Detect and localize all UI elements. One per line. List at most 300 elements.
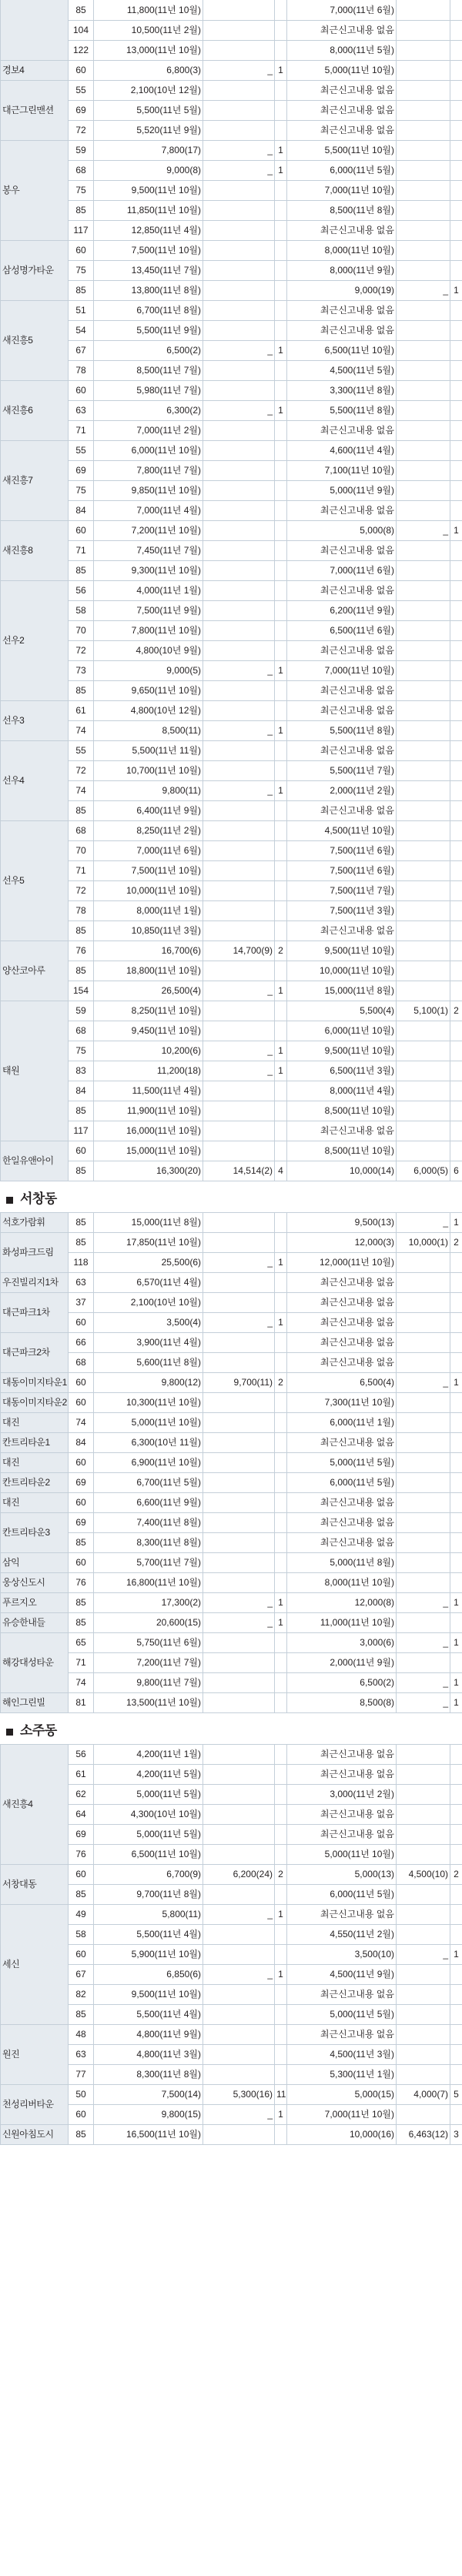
trade-count bbox=[275, 1984, 287, 2004]
trade-price: 10,300(11년 10월) bbox=[94, 1392, 203, 1412]
trade-price-2: _ bbox=[203, 1904, 275, 1924]
area-cell: 56 bbox=[69, 580, 94, 600]
trade-price-2 bbox=[203, 2044, 275, 2064]
trade-price-2 bbox=[203, 900, 275, 920]
trade-count bbox=[275, 180, 287, 200]
trade-price-2 bbox=[203, 1572, 275, 1592]
area-cell: 84 bbox=[69, 1081, 94, 1101]
rent-count bbox=[450, 1924, 462, 1944]
trade-price: 5,520(11년 9월) bbox=[94, 120, 203, 140]
rent-price: 최근신고내용 없음 bbox=[287, 1512, 397, 1532]
rent-price-2 bbox=[397, 560, 450, 580]
section-heading bbox=[0, 1713, 462, 1744]
rent-count: 1 bbox=[450, 1944, 462, 1964]
complex-name: 대근파크1차 bbox=[1, 1292, 69, 1332]
rent-count: 1 bbox=[450, 1692, 462, 1712]
rent-count bbox=[450, 1252, 462, 1272]
complex-name: 태원 bbox=[1, 1001, 69, 1141]
area-cell: 72 bbox=[69, 120, 94, 140]
trade-price-2 bbox=[203, 120, 275, 140]
rent-count: 2 bbox=[450, 1001, 462, 1021]
rent-price-2 bbox=[397, 1904, 450, 1924]
rent-price-2 bbox=[397, 1332, 450, 1352]
table-row bbox=[1, 1844, 462, 1864]
rent-count bbox=[450, 961, 462, 981]
rent-price: 5,000(15) bbox=[287, 2084, 397, 2104]
trade-price: 8,250(11년 10월) bbox=[94, 1001, 203, 1021]
trade-price-2: _ bbox=[203, 340, 275, 360]
rent-price-2 bbox=[397, 1121, 450, 1141]
area-cell: 72 bbox=[69, 640, 94, 660]
area-cell: 60 bbox=[69, 1372, 94, 1392]
trade-price: 9,650(11년 10월) bbox=[94, 680, 203, 700]
area-cell: 71 bbox=[69, 540, 94, 560]
complex-name: 석호가람휘 bbox=[1, 1212, 69, 1232]
area-cell: 75 bbox=[69, 480, 94, 500]
complex-name: 한일유앤아이 bbox=[1, 1141, 69, 1181]
rent-count: 2 bbox=[450, 1864, 462, 1884]
trade-count bbox=[275, 900, 287, 920]
rent-price-2: _ bbox=[397, 1944, 450, 1964]
trade-count bbox=[275, 760, 287, 780]
rent-count: 3 bbox=[450, 2124, 462, 2144]
rent-price-2: 4,500(10) bbox=[397, 1864, 450, 1884]
trade-price: 7,500(11년 9월) bbox=[94, 600, 203, 620]
trade-price-2: 6,200(24) bbox=[203, 1864, 275, 1884]
rent-price-2 bbox=[397, 1312, 450, 1332]
area-cell: 85 bbox=[69, 0, 94, 20]
rent-count bbox=[450, 2004, 462, 2024]
trade-count bbox=[275, 440, 287, 460]
rent-price-2 bbox=[397, 180, 450, 200]
table-row bbox=[1, 1121, 462, 1141]
area-cell: 71 bbox=[69, 420, 94, 440]
table-row bbox=[1, 300, 462, 320]
rent-price-2 bbox=[397, 340, 450, 360]
table-row bbox=[1, 1252, 462, 1272]
trade-price: 12,850(11년 4월) bbox=[94, 220, 203, 240]
trade-price: 9,800(15) bbox=[94, 2104, 203, 2124]
area-cell: 75 bbox=[69, 260, 94, 280]
rent-price: 최근신고내용 없음 bbox=[287, 500, 397, 520]
rent-price: 6,000(11년 5월) bbox=[287, 1884, 397, 1904]
trade-price: 2,100(10년 10월) bbox=[94, 1292, 203, 1312]
trade-price: 5,000(11년 5월) bbox=[94, 1824, 203, 1844]
rent-price: 최근신고내용 없음 bbox=[287, 1984, 397, 2004]
area-cell: 59 bbox=[69, 1001, 94, 1021]
rent-count bbox=[450, 1904, 462, 1924]
complex-name: 새진흥8 bbox=[1, 520, 69, 580]
trade-price: 10,200(6) bbox=[94, 1041, 203, 1061]
rent-count bbox=[450, 240, 462, 260]
rent-price-2 bbox=[397, 40, 450, 60]
rent-price-2 bbox=[397, 860, 450, 880]
area-cell: 69 bbox=[69, 460, 94, 480]
rent-count bbox=[450, 1492, 462, 1512]
trade-price: 7,450(11년 7월) bbox=[94, 540, 203, 560]
rent-price: 최근신고내용 없음 bbox=[287, 1764, 397, 1784]
rent-price-2 bbox=[397, 220, 450, 240]
table-row bbox=[1, 360, 462, 380]
rent-price-2 bbox=[397, 120, 450, 140]
trade-count bbox=[275, 380, 287, 400]
table-row bbox=[1, 1272, 462, 1292]
trade-price-2 bbox=[203, 1101, 275, 1121]
table-row bbox=[1, 2044, 462, 2064]
rent-price: 5,500(4) bbox=[287, 1001, 397, 1021]
rent-count: 1 bbox=[450, 1632, 462, 1652]
trade-price-2 bbox=[203, 700, 275, 720]
rent-price-2 bbox=[397, 2104, 450, 2124]
rent-count bbox=[450, 1392, 462, 1412]
rent-count bbox=[450, 1512, 462, 1532]
table-row bbox=[1, 260, 462, 280]
area-cell: 63 bbox=[69, 1272, 94, 1292]
trade-count bbox=[275, 1804, 287, 1824]
trade-count bbox=[275, 20, 287, 40]
area-cell: 60 bbox=[69, 1552, 94, 1572]
trade-price: 9,300(11년 10월) bbox=[94, 560, 203, 580]
trade-price: 10,000(11년 10월) bbox=[94, 880, 203, 900]
trade-count bbox=[275, 1944, 287, 1964]
table-row bbox=[1, 700, 462, 720]
rent-price: 최근신고내용 없음 bbox=[287, 580, 397, 600]
rent-price: 5,000(11년 10월) bbox=[287, 1844, 397, 1864]
trade-price-2 bbox=[203, 2004, 275, 2024]
rent-count bbox=[450, 260, 462, 280]
table-row bbox=[1, 1944, 462, 1964]
trade-count bbox=[275, 740, 287, 760]
rent-price: 8,000(11년 5월) bbox=[287, 40, 397, 60]
rent-count bbox=[450, 1964, 462, 1984]
complex-name: 삼성명가타운 bbox=[1, 240, 69, 300]
rent-price-2: _ bbox=[397, 280, 450, 300]
area-cell: 58 bbox=[69, 600, 94, 620]
rent-price: 5,000(8) bbox=[287, 520, 397, 540]
trade-price-2 bbox=[203, 740, 275, 760]
rent-price: 2,000(11년 9월) bbox=[287, 1652, 397, 1672]
price-table bbox=[0, 0, 462, 1181]
rent-price-2 bbox=[397, 240, 450, 260]
rent-price-2 bbox=[397, 620, 450, 640]
rent-price: 최근신고내용 없음 bbox=[287, 420, 397, 440]
rent-price: 8,000(11년 9월) bbox=[287, 260, 397, 280]
rent-price: 7,500(11년 3월) bbox=[287, 900, 397, 920]
section-title: 서창동 bbox=[20, 1191, 57, 1206]
rent-price-2 bbox=[397, 920, 450, 941]
table-row bbox=[1, 1924, 462, 1944]
rent-count bbox=[450, 1061, 462, 1081]
area-cell: 71 bbox=[69, 860, 94, 880]
trade-price-2 bbox=[203, 1001, 275, 1021]
complex-name: 칸트리타운3 bbox=[1, 1512, 69, 1552]
trade-price-2 bbox=[203, 440, 275, 460]
trade-price-2 bbox=[203, 280, 275, 300]
rent-count bbox=[450, 400, 462, 420]
trade-price: 6,000(11년 10월) bbox=[94, 440, 203, 460]
table-row bbox=[1, 460, 462, 480]
rent-price-2 bbox=[397, 300, 450, 320]
trade-count bbox=[275, 120, 287, 140]
table-row bbox=[1, 1432, 462, 1452]
area-cell: 60 bbox=[69, 520, 94, 540]
rent-price: 7,100(11년 10월) bbox=[287, 460, 397, 480]
rent-count bbox=[450, 2024, 462, 2044]
trade-price-2 bbox=[203, 1824, 275, 1844]
price-table bbox=[0, 1744, 462, 2145]
trade-count bbox=[275, 320, 287, 340]
rent-count bbox=[450, 160, 462, 180]
rent-count: 1 bbox=[450, 1372, 462, 1392]
trade-count bbox=[275, 1572, 287, 1592]
rent-price-2 bbox=[397, 660, 450, 680]
trade-price-2 bbox=[203, 1552, 275, 1572]
table-row bbox=[1, 540, 462, 560]
rent-price-2 bbox=[397, 900, 450, 920]
trade-price: 9,700(11년 8월) bbox=[94, 1884, 203, 1904]
area-cell: 85 bbox=[69, 1161, 94, 1181]
trade-price-2 bbox=[203, 1332, 275, 1352]
rent-price-2 bbox=[397, 1572, 450, 1592]
complex-name: 대진 bbox=[1, 1412, 69, 1432]
table-row bbox=[1, 880, 462, 900]
trade-price-2 bbox=[203, 260, 275, 280]
trade-count bbox=[275, 1141, 287, 1161]
table-row bbox=[1, 900, 462, 920]
trade-count bbox=[275, 1692, 287, 1712]
trade-price-2 bbox=[203, 540, 275, 560]
table-row bbox=[1, 0, 462, 20]
area-cell: 55 bbox=[69, 740, 94, 760]
trade-count bbox=[275, 640, 287, 660]
area-cell: 154 bbox=[69, 981, 94, 1001]
table-row bbox=[1, 961, 462, 981]
area-cell: 68 bbox=[69, 160, 94, 180]
area-cell: 118 bbox=[69, 1252, 94, 1272]
trade-count bbox=[275, 1924, 287, 1944]
trade-count bbox=[275, 2024, 287, 2044]
rent-count bbox=[450, 1552, 462, 1572]
area-cell: 60 bbox=[69, 1312, 94, 1332]
trade-price-2 bbox=[203, 180, 275, 200]
trade-count bbox=[275, 580, 287, 600]
rent-price-2 bbox=[397, 1392, 450, 1412]
rent-count bbox=[450, 900, 462, 920]
rent-price: 7,000(11년 10월) bbox=[287, 2104, 397, 2124]
area-cell: 85 bbox=[69, 1532, 94, 1552]
rent-price: 4,550(11년 2월) bbox=[287, 1924, 397, 1944]
area-cell: 83 bbox=[69, 1061, 94, 1081]
rent-price: 최근신고내용 없음 bbox=[287, 2024, 397, 2044]
trade-price-2 bbox=[203, 620, 275, 640]
trade-price-2 bbox=[203, 100, 275, 120]
trade-price: 16,700(6) bbox=[94, 941, 203, 961]
table-row bbox=[1, 780, 462, 800]
rent-price: 최근신고내용 없음 bbox=[287, 1824, 397, 1844]
trade-count bbox=[275, 540, 287, 560]
trade-price-2 bbox=[203, 1924, 275, 1944]
rent-count bbox=[450, 1312, 462, 1332]
rent-count bbox=[450, 1472, 462, 1492]
table-row bbox=[1, 1552, 462, 1572]
rent-price: 6,500(11년 10월) bbox=[287, 340, 397, 360]
trade-count bbox=[275, 1292, 287, 1312]
trade-count bbox=[275, 880, 287, 900]
rent-count bbox=[450, 2044, 462, 2064]
trade-count bbox=[275, 1672, 287, 1692]
rent-price-2 bbox=[397, 160, 450, 180]
trade-price: 5,700(11년 7월) bbox=[94, 1552, 203, 1572]
trade-count: 2 bbox=[275, 1372, 287, 1392]
table-row bbox=[1, 1101, 462, 1121]
trade-price-2 bbox=[203, 1884, 275, 1904]
complex-name: 칸트리타운1 bbox=[1, 1432, 69, 1452]
table-row bbox=[1, 1392, 462, 1412]
rent-count bbox=[450, 1764, 462, 1784]
table-row bbox=[1, 1232, 462, 1252]
rent-price-2 bbox=[397, 2004, 450, 2024]
rent-count bbox=[450, 880, 462, 900]
area-cell: 85 bbox=[69, 560, 94, 580]
rent-price: 6,500(2) bbox=[287, 1672, 397, 1692]
trade-price-2: _ bbox=[203, 160, 275, 180]
rent-price: 6,500(11년 6월) bbox=[287, 620, 397, 640]
rent-price: 10,000(16) bbox=[287, 2124, 397, 2144]
trade-price-2 bbox=[203, 1432, 275, 1452]
area-cell: 37 bbox=[69, 1292, 94, 1312]
table-row bbox=[1, 40, 462, 60]
rent-count bbox=[450, 1844, 462, 1864]
table-row bbox=[1, 820, 462, 840]
area-cell: 49 bbox=[69, 1904, 94, 1924]
rent-price-2 bbox=[397, 400, 450, 420]
complex-name: 봉우 bbox=[1, 140, 69, 240]
rent-count: 1 bbox=[450, 1212, 462, 1232]
rent-price: 최근신고내용 없음 bbox=[287, 640, 397, 660]
trade-count: 1 bbox=[275, 1904, 287, 1924]
rent-price: 최근신고내용 없음 bbox=[287, 220, 397, 240]
trade-price-2 bbox=[203, 840, 275, 860]
rent-price-2 bbox=[397, 0, 450, 20]
trade-price-2 bbox=[203, 2024, 275, 2044]
trade-count bbox=[275, 1001, 287, 1021]
trade-price: 7,800(11년 7월) bbox=[94, 460, 203, 480]
area-cell: 78 bbox=[69, 900, 94, 920]
rent-price: 15,000(11년 8월) bbox=[287, 981, 397, 1001]
table-row bbox=[1, 2064, 462, 2084]
rent-count bbox=[450, 1532, 462, 1552]
rent-price: 5,500(11년 8월) bbox=[287, 400, 397, 420]
area-cell: 85 bbox=[69, 200, 94, 220]
table-row bbox=[1, 1964, 462, 1984]
area-cell: 54 bbox=[69, 320, 94, 340]
area-cell: 64 bbox=[69, 1804, 94, 1824]
trade-price-2: _ bbox=[203, 780, 275, 800]
trade-price-2 bbox=[203, 1472, 275, 1492]
trade-price: 9,800(11) bbox=[94, 780, 203, 800]
area-cell: 85 bbox=[69, 280, 94, 300]
rent-count bbox=[450, 740, 462, 760]
rent-price-2: _ bbox=[397, 1632, 450, 1652]
area-cell: 85 bbox=[69, 680, 94, 700]
trade-count bbox=[275, 700, 287, 720]
trade-count bbox=[275, 1492, 287, 1512]
table-row bbox=[1, 2124, 462, 2144]
rent-price-2: 10,000(1) bbox=[397, 1232, 450, 1252]
rent-price-2 bbox=[397, 1272, 450, 1292]
trade-count bbox=[275, 1332, 287, 1352]
area-cell: 69 bbox=[69, 1512, 94, 1532]
trade-price-2 bbox=[203, 80, 275, 100]
rent-price-2 bbox=[397, 1764, 450, 1784]
complex-name: 대근파크2차 bbox=[1, 1332, 69, 1372]
complex-name: 양산코아루 bbox=[1, 941, 69, 1001]
trade-price-2 bbox=[203, 200, 275, 220]
table-row bbox=[1, 1632, 462, 1652]
rent-count bbox=[450, 40, 462, 60]
table-row bbox=[1, 640, 462, 660]
rent-price-2 bbox=[397, 1472, 450, 1492]
trade-price-2: _ bbox=[203, 1612, 275, 1632]
table-row bbox=[1, 1592, 462, 1612]
rent-count bbox=[450, 560, 462, 580]
area-cell: 75 bbox=[69, 1041, 94, 1061]
trade-count bbox=[275, 620, 287, 640]
table-row bbox=[1, 1452, 462, 1472]
rent-price: 7,000(11년 10월) bbox=[287, 660, 397, 680]
trade-count bbox=[275, 260, 287, 280]
trade-price-2: _ bbox=[203, 1592, 275, 1612]
rent-price: 4,500(11년 3월) bbox=[287, 2044, 397, 2064]
area-cell: 60 bbox=[69, 1452, 94, 1472]
trade-price: 18,800(11년 10월) bbox=[94, 961, 203, 981]
trade-count bbox=[275, 240, 287, 260]
rent-count bbox=[450, 2104, 462, 2124]
area-cell: 62 bbox=[69, 1784, 94, 1804]
trade-count bbox=[275, 1764, 287, 1784]
section-heading bbox=[0, 1181, 462, 1212]
complex-name: 선우4 bbox=[1, 740, 69, 820]
rent-price-2 bbox=[397, 580, 450, 600]
rent-count bbox=[450, 1412, 462, 1432]
trade-price: 5,500(11년 5월) bbox=[94, 100, 203, 120]
trade-price-2 bbox=[203, 600, 275, 620]
area-cell: 68 bbox=[69, 1352, 94, 1372]
rent-price: 6,000(11년 10월) bbox=[287, 1021, 397, 1041]
trade-price: 5,500(11년 9월) bbox=[94, 320, 203, 340]
table-row bbox=[1, 1061, 462, 1081]
trade-price-2 bbox=[203, 880, 275, 900]
trade-price: 7,800(17) bbox=[94, 140, 203, 160]
rent-price: 10,000(11년 10월) bbox=[287, 961, 397, 981]
trade-price-2 bbox=[203, 820, 275, 840]
rent-price: 최근신고내용 없음 bbox=[287, 300, 397, 320]
area-cell: 63 bbox=[69, 2044, 94, 2064]
rent-price: 12,000(11년 10월) bbox=[287, 1252, 397, 1272]
trade-price: 6,500(11년 10월) bbox=[94, 1844, 203, 1864]
rent-price: 6,000(11년 1월) bbox=[287, 1412, 397, 1432]
trade-count bbox=[275, 280, 287, 300]
table-row bbox=[1, 440, 462, 460]
rent-count bbox=[450, 1452, 462, 1472]
trade-count bbox=[275, 300, 287, 320]
rent-count bbox=[450, 200, 462, 220]
rent-price-2 bbox=[397, 1252, 450, 1272]
area-cell: 48 bbox=[69, 2024, 94, 2044]
table-row bbox=[1, 1984, 462, 2004]
rent-price: 최근신고내용 없음 bbox=[287, 1904, 397, 1924]
area-cell: 60 bbox=[69, 380, 94, 400]
